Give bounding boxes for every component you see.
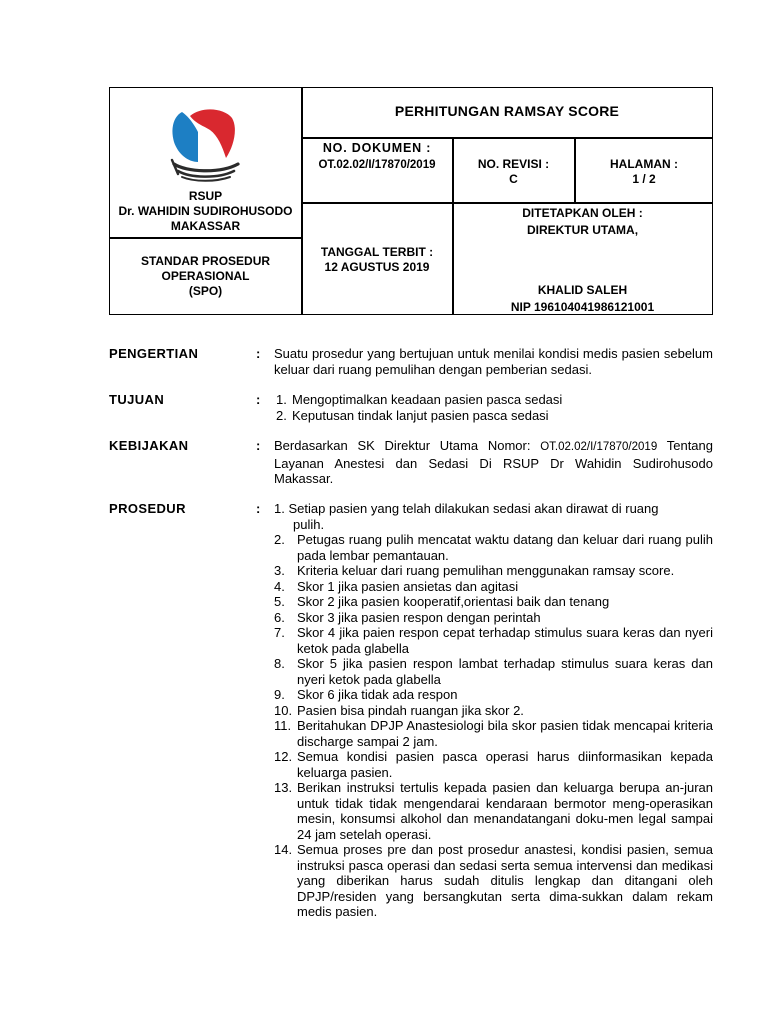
kebijakan-ref: OT.02.02/I/17870/2019 <box>540 441 658 453</box>
spo-label <box>110 254 301 299</box>
kebijakan-text: Tentang Layanan Anestesi dan Sedasi Di RSUP Dr Wahidin Sudirohusodo Makassar. <box>274 438 713 486</box>
list-item <box>274 610 713 626</box>
list-item <box>274 532 713 563</box>
section-text <box>274 438 713 487</box>
list-item <box>274 842 713 920</box>
list-item <box>274 501 713 532</box>
divider <box>301 137 712 139</box>
list-text: Skor 2 jika pasien kooperatif,orientasi baik dan tenang <box>297 594 610 609</box>
list-item <box>274 625 713 656</box>
ditetapkan <box>453 206 712 238</box>
list-number: 2. <box>276 407 287 423</box>
list-number: 3. <box>274 563 285 578</box>
list-text: Skor 5 jika pasien respon lambat terhadap stimulus suara keras dan nyeri ketok pada glabella <box>297 656 713 687</box>
signer-name: KHALID SALEH <box>537 283 628 297</box>
list-text: pulih. <box>293 516 325 532</box>
no-dokumen-label: NO. DOKUMEN : <box>322 141 432 155</box>
section-label: PROSEDUR <box>109 501 186 516</box>
halaman-label: HALAMAN : <box>610 157 678 171</box>
list-number: 8. <box>274 656 285 671</box>
list-item <box>274 703 713 719</box>
no-revisi-value: C <box>509 172 518 186</box>
list-number: 14. <box>274 842 293 857</box>
list-number: 10. <box>274 702 293 718</box>
divider <box>301 88 303 314</box>
divider <box>110 237 302 239</box>
list-number: 4. <box>274 578 285 594</box>
list-text: Petugas ruang pulih mencatat waktu datang dan keluar dari ruang pulih pada lembar pemantauan. <box>297 532 713 563</box>
ditetapkan-label: DITETAPKAN OLEH : <box>522 206 643 220</box>
halaman <box>575 157 713 187</box>
list-number: 2. <box>274 532 285 547</box>
section-colon: : <box>256 346 261 361</box>
hospital-logo <box>168 102 246 184</box>
org-name <box>110 189 301 234</box>
section-colon: : <box>256 501 261 516</box>
halaman-value: 1 / 2 <box>632 172 656 186</box>
list-item <box>274 656 713 687</box>
ditetapkan-role: DIREKTUR UTAMA, <box>526 223 639 237</box>
list-item <box>276 408 713 424</box>
spo-line: (SPO) <box>188 284 223 298</box>
no-dokumen <box>302 141 452 173</box>
divider <box>301 202 712 204</box>
section-colon: : <box>256 392 261 407</box>
spo-line: OPERASIONAL <box>161 269 250 283</box>
section-label: TUJUAN <box>109 392 165 407</box>
list-number: 1. <box>276 392 287 407</box>
list-item <box>276 392 713 408</box>
list-text: Keputusan tindak lanjut pasien pasca sedasi <box>292 407 549 423</box>
signer-nip: NIP 196104041986121001 <box>510 300 655 314</box>
list-item <box>274 563 713 579</box>
list-text: Semua kondisi pasien pasca operasi harus diinformasikan kepada keluarga pasien. <box>297 749 713 780</box>
list-text: Skor 1 jika pasien ansietas dan agitasi <box>297 578 519 594</box>
list-text: Skor 3 jika pasien respon dengan perintah <box>297 609 541 625</box>
list-text: Berikan instruksi tertulis kepada pasien dan keluarga berupa an-juran untuk tidak tidak mengendarai kendaraan bermotor meng-operasikan mesin, konsumsi alkohol dan menandatangani doku-men legal sampai 24 jam setelah operasi. <box>297 780 713 842</box>
list-text: Beritahukan DPJP Anastesiologi bila skor pasien tidak mencapai kriteria discharge sampai 2 jam. <box>297 718 713 749</box>
list-text: Skor 6 jika tidak ada respon <box>297 687 458 702</box>
header-table <box>109 87 713 315</box>
list-number: 13. <box>274 780 293 795</box>
tanggal-label: TANGGAL TERBIT : <box>320 245 434 259</box>
list-number: 7. <box>274 625 285 640</box>
section-label: KEBIJAKAN <box>109 438 189 453</box>
section-list <box>274 501 713 920</box>
section-label: PENGERTIAN <box>109 346 199 361</box>
no-revisi <box>453 157 574 187</box>
list-number: 9. <box>274 687 285 702</box>
list-number: 6. <box>274 609 285 625</box>
kebijakan-text: Berdasarkan SK Direktur Utama Nomor: <box>274 438 541 453</box>
spo-line: STANDAR PROSEDUR <box>140 254 271 268</box>
tanggal-value: 12 AGUSTUS 2019 <box>324 260 430 274</box>
list-item <box>274 687 713 703</box>
list-item <box>274 780 713 842</box>
list-number: 11. <box>274 718 292 733</box>
section-colon: : <box>256 438 261 453</box>
org-name-line: Dr. WAHIDIN SUDIROHUSODO <box>118 204 293 218</box>
signer <box>453 283 712 315</box>
list-text: Skor 4 jika paien respon cepat terhadap stimulus suara keras dan nyeri ketok pada glabella <box>297 625 713 656</box>
list-text: Semua proses pre dan post prosedur anastesi, kondisi pasien, semua instruksi pasca operasi dan sedasi serta semua intervensi dan medikasi yang diberikan harus sudah ditulis lengkap dan ditangani oleh DPJP/residen yang bersangkutan serta dima-sukkan dalam rekam medis pasien. <box>297 842 713 919</box>
list-number: 12. <box>274 749 293 764</box>
tanggal-terbit <box>302 245 452 275</box>
document-title: PERHITUNGAN RAMSAY SCORE <box>394 103 620 119</box>
list-text: Pasien bisa pindah ruangan jika skor 2. <box>297 702 524 718</box>
section-list <box>274 392 713 423</box>
list-item <box>274 594 713 610</box>
list-item <box>274 579 713 595</box>
no-revisi-label: NO. REVISI : <box>477 157 550 171</box>
org-name-line: MAKASSAR <box>170 219 241 233</box>
list-number: 1. <box>274 501 285 516</box>
list-item <box>274 718 713 749</box>
section-text: Suatu prosedur yang bertujuan untuk menilai kondisi medis pasien sebelum keluar dari ruang pemulihan dengan pemberian sedasi. <box>274 346 713 377</box>
no-dokumen-value: OT.02.02/I/17870/2019 <box>318 159 436 171</box>
list-text: Setiap pasien yang telah dilakukan sedasi akan dirawat di ruang <box>288 501 659 516</box>
list-item <box>274 749 713 780</box>
list-text: Mengoptimalkan keadaan pasien pasca sedasi <box>292 392 563 407</box>
list-text: Kriteria keluar dari ruang pemulihan menggunakan ramsay score. <box>297 563 675 578</box>
list-number: 5. <box>274 594 285 609</box>
org-name-line: RSUP <box>188 189 223 203</box>
